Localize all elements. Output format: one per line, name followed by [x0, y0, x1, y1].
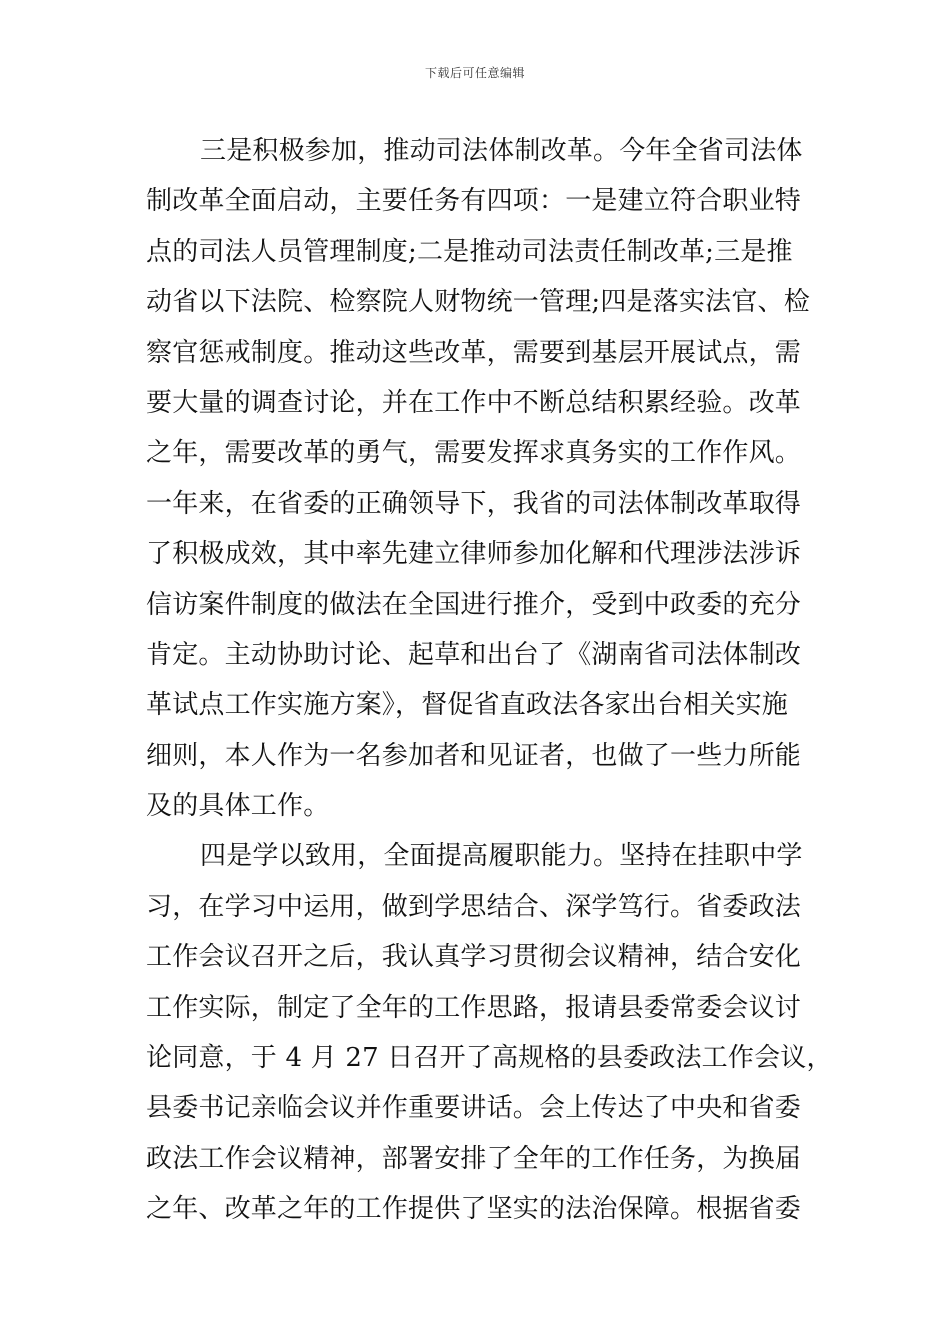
text-line: 动省以下法院、检察院人财物统一管理;四是落实法官、检: [146, 287, 810, 318]
text-line: 细则，本人作为一名参加者和见证者，也做了一些力所能: [146, 740, 802, 771]
text-line: 之年，需要改革的勇气，需要发挥求真务实的工作作风。: [146, 438, 802, 469]
text-line: 肯定。主动协助讨论、起草和出台了《湖南省司法体制改: [146, 639, 802, 670]
text-line: 要大量的调查讨论，并在工作中不断总结积累经验。改革: [146, 387, 802, 418]
text-line: 四是学以致用，全面提高履职能力。坚持在挂职中学: [200, 841, 803, 872]
text-line: 了积极成效，其中率先建立律师参加化解和代理涉法涉诉: [146, 539, 802, 570]
paragraph: [146, 831, 833, 1234]
text-line: 察官惩戒制度。推动这些改革，需要到基层开展试点，需: [146, 337, 802, 368]
text-line: 制改革全面启动，主要任务有四项：一是建立符合职业特: [146, 186, 802, 217]
text-line: 政法工作会议精神，部署安排了全年的工作任务，为换届: [146, 1143, 802, 1174]
text-line: 县委书记亲临会议并作重要讲话。会上传达了中央和省委: [146, 1093, 802, 1124]
header-note: 下载后可任意编辑: [424, 66, 525, 80]
text-line: 点的司法人员管理制度;二是推动司法责任制改革;三是推: [146, 236, 793, 267]
paragraph: [146, 126, 810, 831]
text-line: 信访案件制度的做法在全国进行推介，受到中政委的充分: [146, 589, 802, 620]
text-line: 革试点工作实施方案》，督促省直政法各家出台相关实施: [146, 690, 789, 721]
text-line: 及的具体工作。: [146, 791, 330, 822]
text-line: 工作实际，制定了全年的工作思路，报请县委常委会议讨: [146, 992, 802, 1023]
text-line: 一年来，在省委的正确领导下，我省的司法体制改革取得: [146, 488, 802, 519]
text-line: 习，在学习中运用，做到学思结合、深学笃行。省委政法: [146, 891, 802, 922]
text-line: 三是积极参加，推动司法体制改革。今年全省司法体: [200, 136, 803, 166]
body-text: [146, 126, 833, 1235]
text-line: 工作会议召开之后，我认真学习贯彻会议精神，结合安化: [146, 942, 802, 973]
text-line: 论同意，于 4 月 27 日召开了高规格的县委政法工作会议，: [146, 1043, 833, 1074]
text-line: 之年、改革之年的工作提供了坚实的法治保障。根据省委: [146, 1194, 802, 1225]
